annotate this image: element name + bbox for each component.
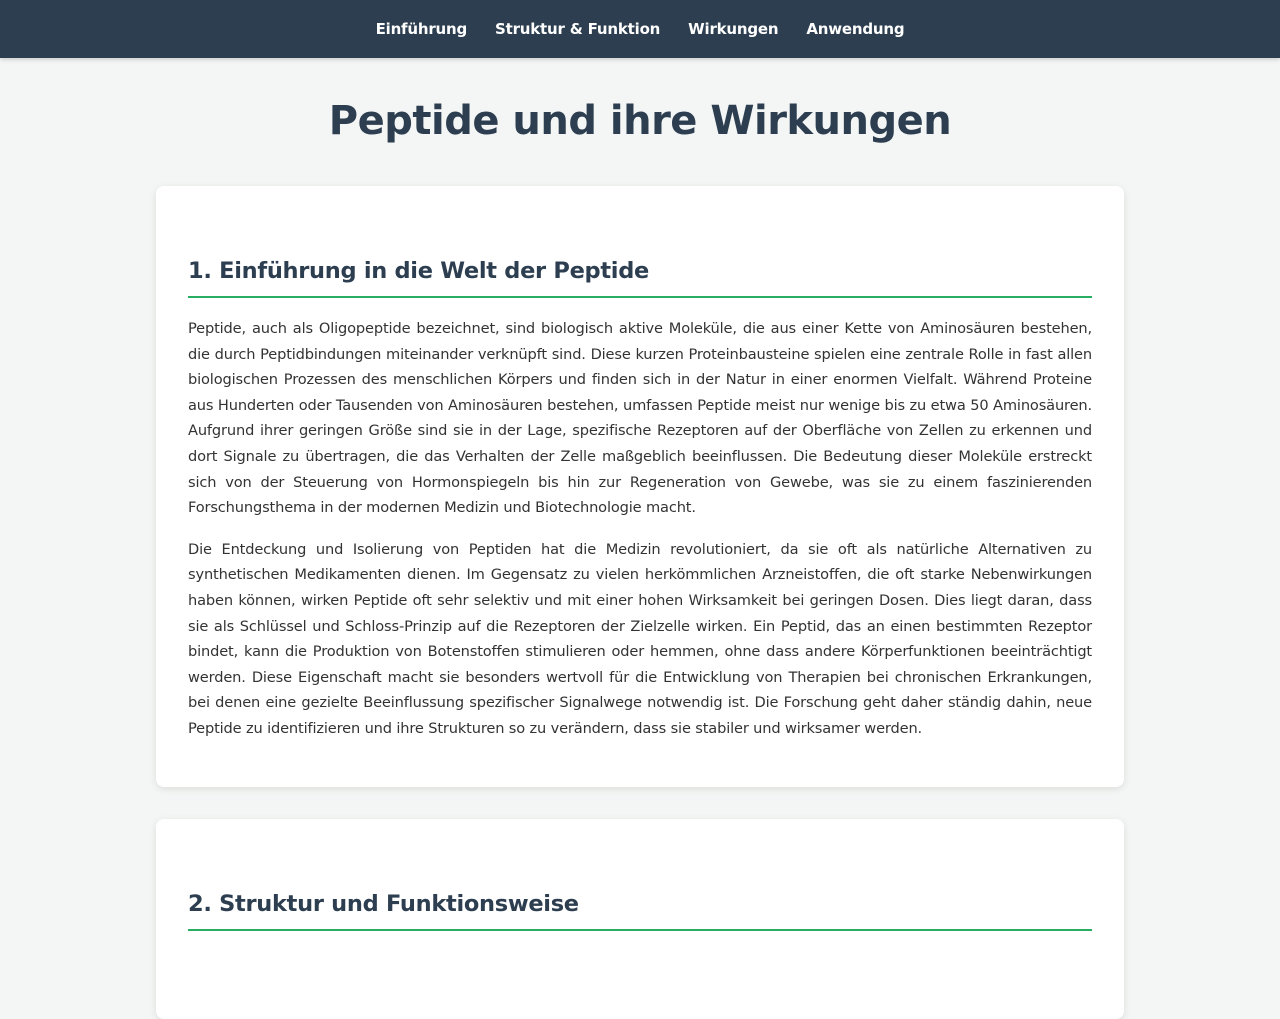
section-paragraph: Peptide, auch als Oligopeptide bezeichnet, sind biologisch aktive Moleküle, die aus einer Kette von Aminosäuren bestehen, die durch Peptidbindungen miteinander verknüpft sind. Diese kurzen Proteinbausteine spielen eine zentrale Rolle in fast allen biologischen Prozessen des menschlichen Körpers und finden sich in der Natur in einer enormen Vielfalt. Während Proteine aus Hunderten oder Tausenden von Aminosäuren bestehen, umfassen Peptide meist nur wenige bis zu etwa 50 Aminosäuren. Aufgrund ihrer geringen Größe sind sie in der Lage, spezifische Rezeptoren auf der Oberfläche von Zellen zu erkennen und dort Signale zu übertragen, die das Verhalten der Zelle maßgeblich beeinflussen. Die Bedeutung dieser Moleküle erstreckt sich von der Steuerung von Hormonspiegeln bis hin zur Regeneration von Gewebe, was sie zu einem faszinierenden Forschungsthema in der modernen Medizin und Biotechnologie macht. [188, 320, 1092, 517]
section-card-introduction [156, 186, 1124, 787]
section-heading: 1. Einführung in die Welt der Peptide [188, 256, 1092, 298]
nav-link-struktur-funktion[interactable]: Struktur & Funktion [495, 20, 661, 38]
nav-link-anwendung[interactable]: Anwendung [806, 20, 905, 38]
nav-link-wirkungen[interactable]: Wirkungen [688, 20, 779, 38]
section-paragraph: Die Entdeckung und Isolierung von Peptiden hat die Medizin revolutioniert, da sie oft als natürliche Alternativen zu synthetischen Medikamenten dienen. Im Gegensatz zu vielen herkömmlichen Arzneistoffen, die oft starke Nebenwirkungen haben können, wirken Peptide oft sehr selektiv und mit einer hohen Wirksamkeit bei geringen Dosen. Dies liegt daran, dass sie als Schlüssel und Schloss-Prinzip auf die Rezeptoren der Zielzelle wirken. Ein Peptid, das an einen bestimmten Rezeptor bindet, kann die Produktion von Botenstoffen stimulieren oder hemmen, ohne dass andere Körperfunktionen beeinträchtigt werden. Diese Eigenschaft macht sie besonders wertvoll für die Entwicklung von Therapien bei chronischen Erkrankungen, bei denen eine gezielte Beeinflussung spezifischer Signalwege notwendig ist. Die Forschung geht daher ständig dahin, neue Peptide zu identifizieren und ihre Strukturen so zu verändern, dass sie stabiler und wirksamer werden. [188, 540, 1092, 737]
nav-link-einfuehrung[interactable]: Einführung [375, 20, 468, 38]
section-card-structure [156, 819, 1124, 1019]
section-heading: 2. Struktur und Funktionsweise [188, 889, 1092, 931]
page-title: Peptide und ihre Wirkungen [328, 98, 952, 144]
top-navigation [0, 0, 1280, 58]
